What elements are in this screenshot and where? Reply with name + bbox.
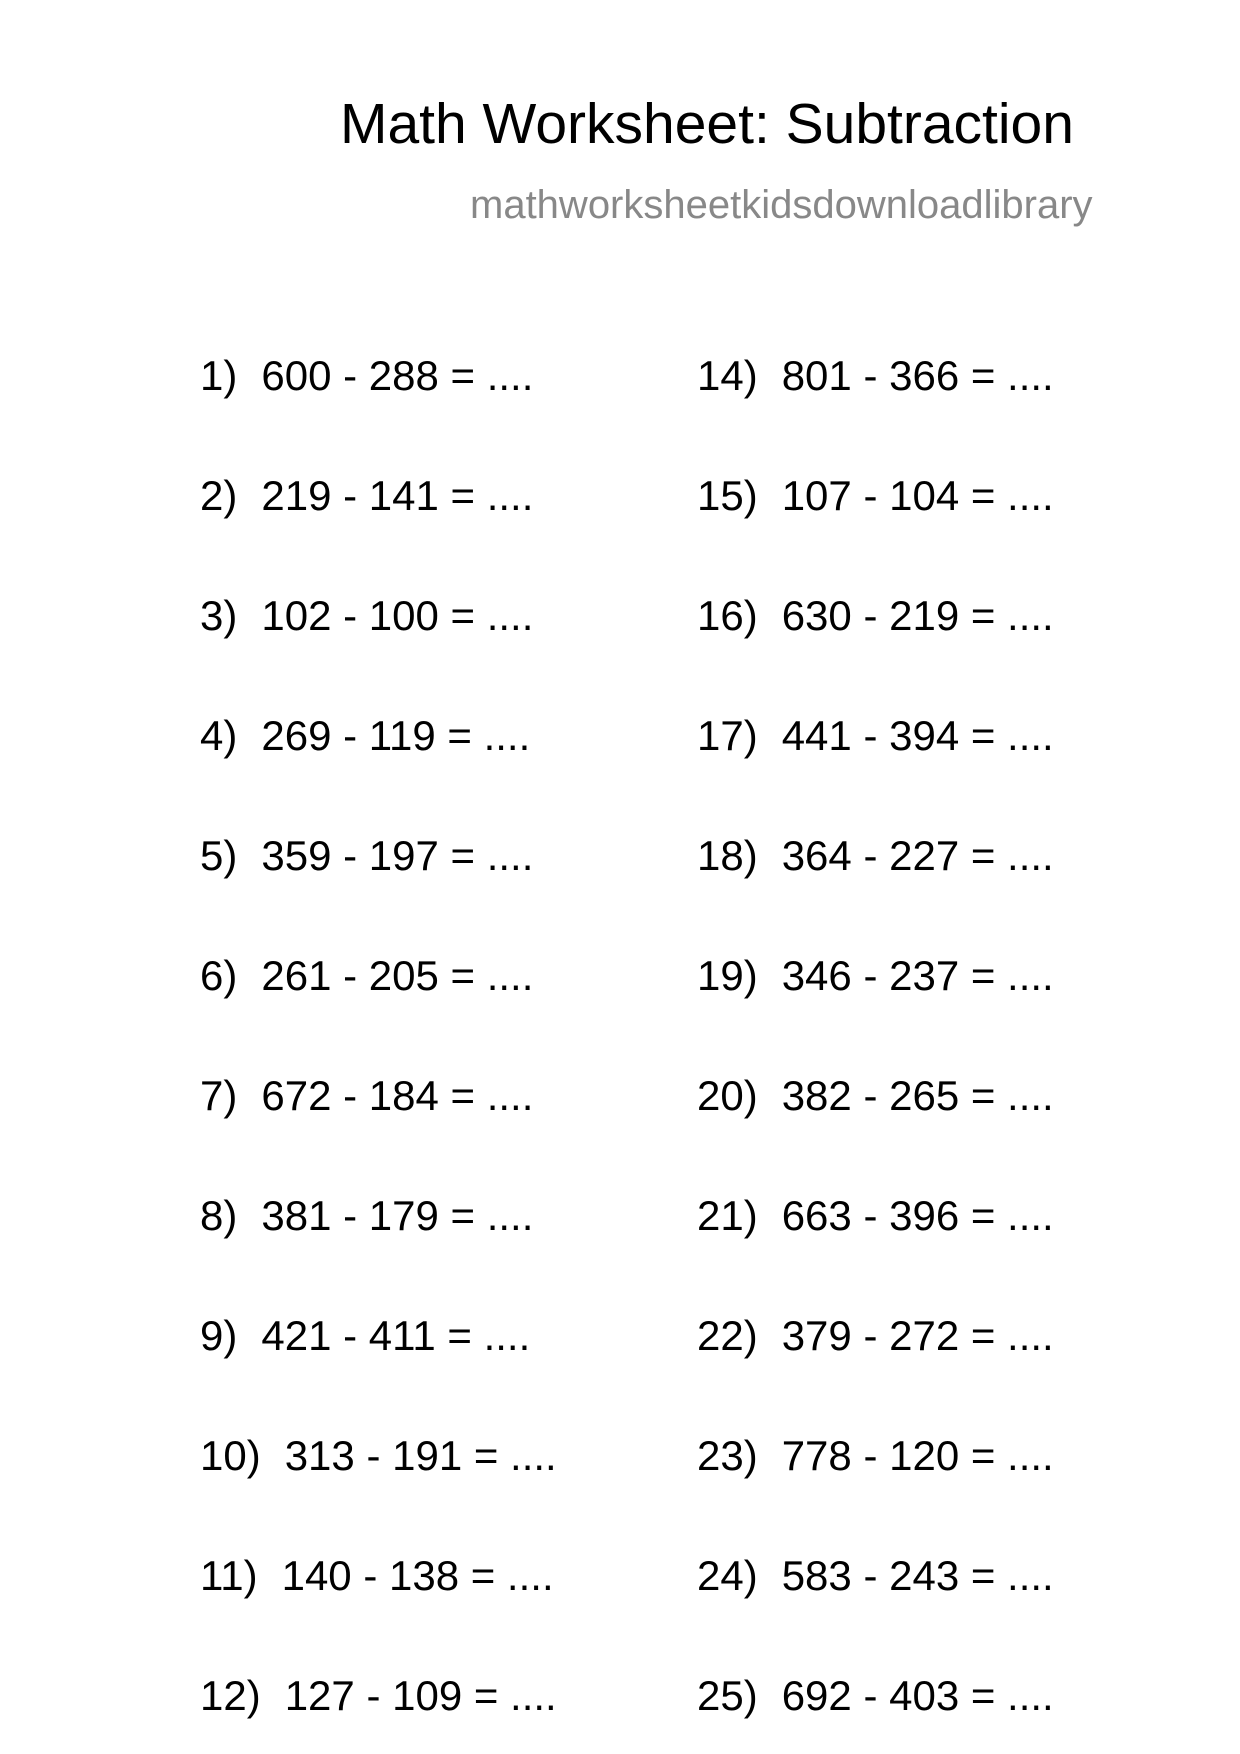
problem-number: 22) <box>697 1312 758 1359</box>
problem-expression: 140 - 138 = .... <box>281 1552 554 1599</box>
problem-left-12 <box>200 1672 557 1719</box>
page-title: Math Worksheet: Subtraction <box>340 92 1074 156</box>
problem-expression: 379 - 272 = .... <box>781 1312 1054 1359</box>
problem-number: 8) <box>200 1192 238 1239</box>
problem-right-3 <box>697 592 1054 639</box>
problem-number: 18) <box>697 832 758 879</box>
problem-expression: 801 - 366 = .... <box>781 352 1054 399</box>
problem-number: 21) <box>697 1192 758 1239</box>
problem-number: 9) <box>200 1312 238 1359</box>
problem-right-2 <box>697 472 1054 519</box>
problem-number: 11) <box>200 1552 258 1599</box>
problem-expression: 313 - 191 = .... <box>284 1432 557 1479</box>
problem-number: 1) <box>200 352 238 399</box>
problem-left-5 <box>200 832 534 879</box>
source-subtitle: mathworksheetkidsdownloadlibrary <box>470 183 1093 227</box>
problem-right-12 <box>697 1672 1054 1719</box>
problem-right-4 <box>697 712 1054 759</box>
problem-left-8 <box>200 1192 534 1239</box>
problem-expression: 107 - 104 = .... <box>781 472 1054 519</box>
problem-number: 6) <box>200 952 238 999</box>
problem-number: 19) <box>697 952 758 999</box>
problem-right-1 <box>697 352 1054 399</box>
problem-expression: 269 - 119 = .... <box>261 712 531 759</box>
problem-number: 17) <box>697 712 758 759</box>
problem-expression: 359 - 197 = .... <box>261 832 534 879</box>
problem-expression: 441 - 394 = .... <box>781 712 1054 759</box>
problem-number: 7) <box>200 1072 238 1119</box>
problem-right-11 <box>697 1552 1054 1599</box>
problem-left-11 <box>200 1552 554 1599</box>
problem-right-6 <box>697 952 1054 999</box>
problem-right-7 <box>697 1072 1054 1119</box>
problem-right-10 <box>697 1432 1054 1479</box>
problem-number: 12) <box>200 1672 261 1719</box>
problem-expression: 127 - 109 = .... <box>284 1672 557 1719</box>
problem-expression: 102 - 100 = .... <box>261 592 534 639</box>
problem-number: 10) <box>200 1432 261 1479</box>
problem-expression: 663 - 396 = .... <box>781 1192 1054 1239</box>
problem-number: 2) <box>200 472 238 519</box>
problem-expression: 583 - 243 = .... <box>781 1552 1054 1599</box>
problem-number: 24) <box>697 1552 758 1599</box>
problem-number: 3) <box>200 592 238 639</box>
problem-left-10 <box>200 1432 557 1479</box>
problem-left-7 <box>200 1072 534 1119</box>
problem-expression: 346 - 237 = .... <box>781 952 1054 999</box>
problem-number: 23) <box>697 1432 758 1479</box>
problem-number: 25) <box>697 1672 758 1719</box>
problem-right-9 <box>697 1312 1054 1359</box>
problem-right-8 <box>697 1192 1054 1239</box>
problem-number: 5) <box>200 832 238 879</box>
problem-left-6 <box>200 952 534 999</box>
problem-expression: 600 - 288 = .... <box>261 352 534 399</box>
problem-left-3 <box>200 592 534 639</box>
problem-left-4 <box>200 712 531 759</box>
problem-number: 16) <box>697 592 758 639</box>
problem-left-2 <box>200 472 534 519</box>
problem-expression: 672 - 184 = .... <box>261 1072 534 1119</box>
problem-right-5 <box>697 832 1054 879</box>
problem-expression: 421 - 411 = .... <box>261 1312 531 1359</box>
problem-left-9 <box>200 1312 531 1359</box>
problem-expression: 630 - 219 = .... <box>781 592 1054 639</box>
problem-expression: 381 - 179 = .... <box>261 1192 534 1239</box>
problem-expression: 261 - 205 = .... <box>261 952 534 999</box>
problem-left-1 <box>200 352 534 399</box>
problem-number: 20) <box>697 1072 758 1119</box>
problem-expression: 382 - 265 = .... <box>781 1072 1054 1119</box>
problem-number: 4) <box>200 712 238 759</box>
problem-expression: 778 - 120 = .... <box>781 1432 1054 1479</box>
problem-number: 14) <box>697 352 758 399</box>
problem-number: 15) <box>697 472 758 519</box>
problem-expression: 692 - 403 = .... <box>781 1672 1054 1719</box>
problem-expression: 364 - 227 = .... <box>781 832 1054 879</box>
problem-expression: 219 - 141 = .... <box>261 472 534 519</box>
